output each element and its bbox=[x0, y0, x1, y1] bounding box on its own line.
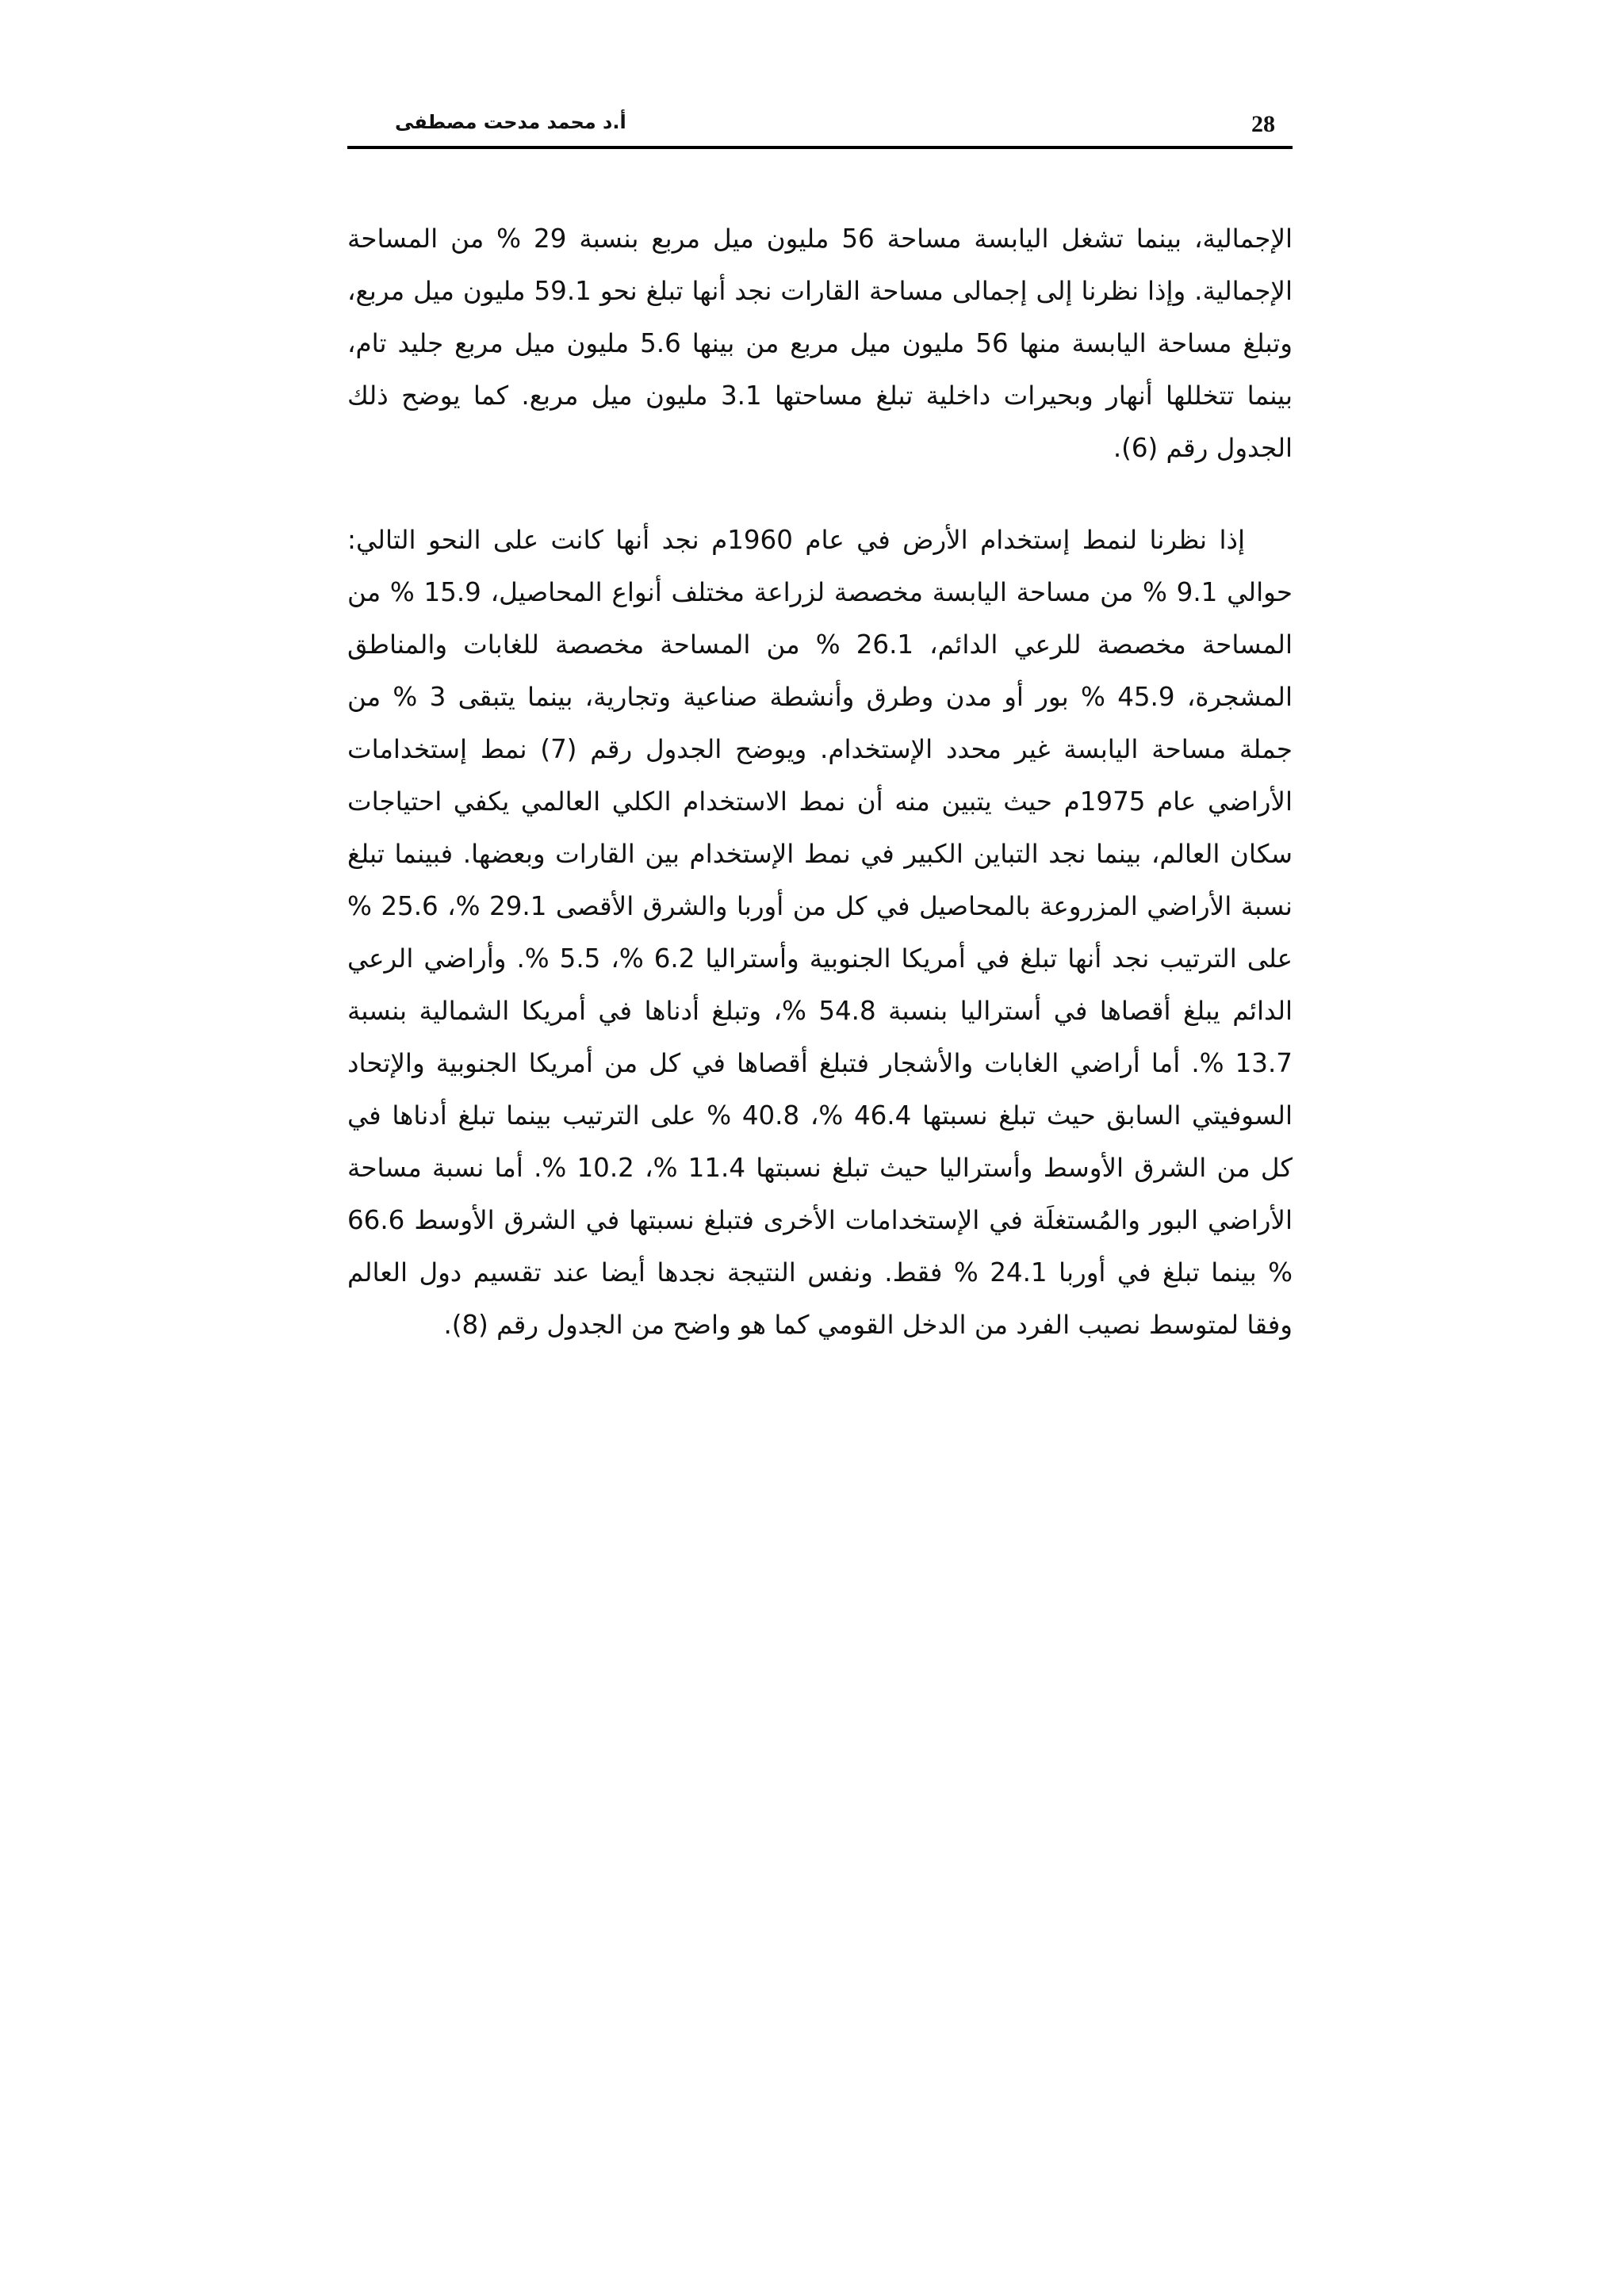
paragraph-1: الإجمالية، بينما تشغل اليابسة مساحة 56 مليون ميل مربع بنسبة 29 % من المساحة الإجمالية. وإذا نظرنا إلى إجمالى مساحة القارات نجد أنها تبلغ نحو 59.1 مليون ميل مربع، وتبلغ مساحة اليابسة منها 56 مليون ميل مربع من بينها 5.6 مليون ميل مربع جليد تام، بينما تتخللها أنهار وبحيرات داخلية تبلغ مساحتها 3.1 مليون ميل مربع. كما يوضح ذلك الجدول رقم (6). bbox=[347, 224, 1293, 463]
page-number: 28 bbox=[1251, 111, 1275, 137]
body-text bbox=[347, 212, 1293, 1351]
paragraph-2: إذا نظرنا لنمط إستخدام الأرض في عام 1960م نجد أنها كانت على النحو التالي: حوالي 9.1 % من مساحة اليابسة مخصصة لزراعة مختلف أنواع المحاصيل، 15.9 % من المساحة مخصصة للرعي الدائم، 26.1 % من المساحة مخصصة للغابات والمناطق المشجرة، 45.9 % بور أو مدن وطرق وأنشطة صناعية وتجارية، بينما يتبقى 3 % من جملة مساحة اليابسة غير محدد الإستخدام. ويوضح الجدول رقم (7) نمط إستخدامات الأراضي عام 1975م حيث يتبين منه أن نمط الاستخدام الكلي العالمي يكفي احتياجات سكان العالم، بينما نجد التباين الكبير في نمط الإستخدام بين القارات وبعضها. فبينما تبلغ نسبة الأراضي المزروعة بالمحاصيل في كل من أوربا والشرق الأقصى 29.1 %، 25.6 % على الترتيب نجد أنها تبلغ في أمريكا الجنوبية وأستراليا 6.2 %، 5.5 %. وأراضي الرعي الدائم يبلغ أقصاها في أستراليا بنسبة 54.8 %، وتبلغ أدناها في أمريكا الشمالية بنسبة 13.7 %. أما أراضي الغابات والأشجار فتبلغ أقصاها في كل من أمريكا الجنوبية والإتحاد السوفيتي السابق حيث تبلغ نسبتها 46.4 %، 40.8 % على الترتيب بينما تبلغ أدناها في كل من الشرق الأوسط وأستراليا حيث تبلغ نسبتها 11.4 %، 10.2 %. أما نسبة مساحة الأراضي البور والمُستغلَة في الإستخدامات الأخرى فتبلغ نسبتها في الشرق الأوسط 66.6 % بينما تبلغ في أوربا 24.1 % فقط. ونفس النتيجة نجدها أيضا عند تقسيم دول العالم وفقا لمتوسط نصيب الفرد من الدخل القومي كما هو واضح من الجدول رقم (8). bbox=[347, 525, 1293, 1340]
running-head-author: أ.د محمد مدحت مصطفى bbox=[395, 111, 626, 133]
page-header bbox=[347, 101, 1293, 149]
header-divider bbox=[347, 146, 1293, 149]
